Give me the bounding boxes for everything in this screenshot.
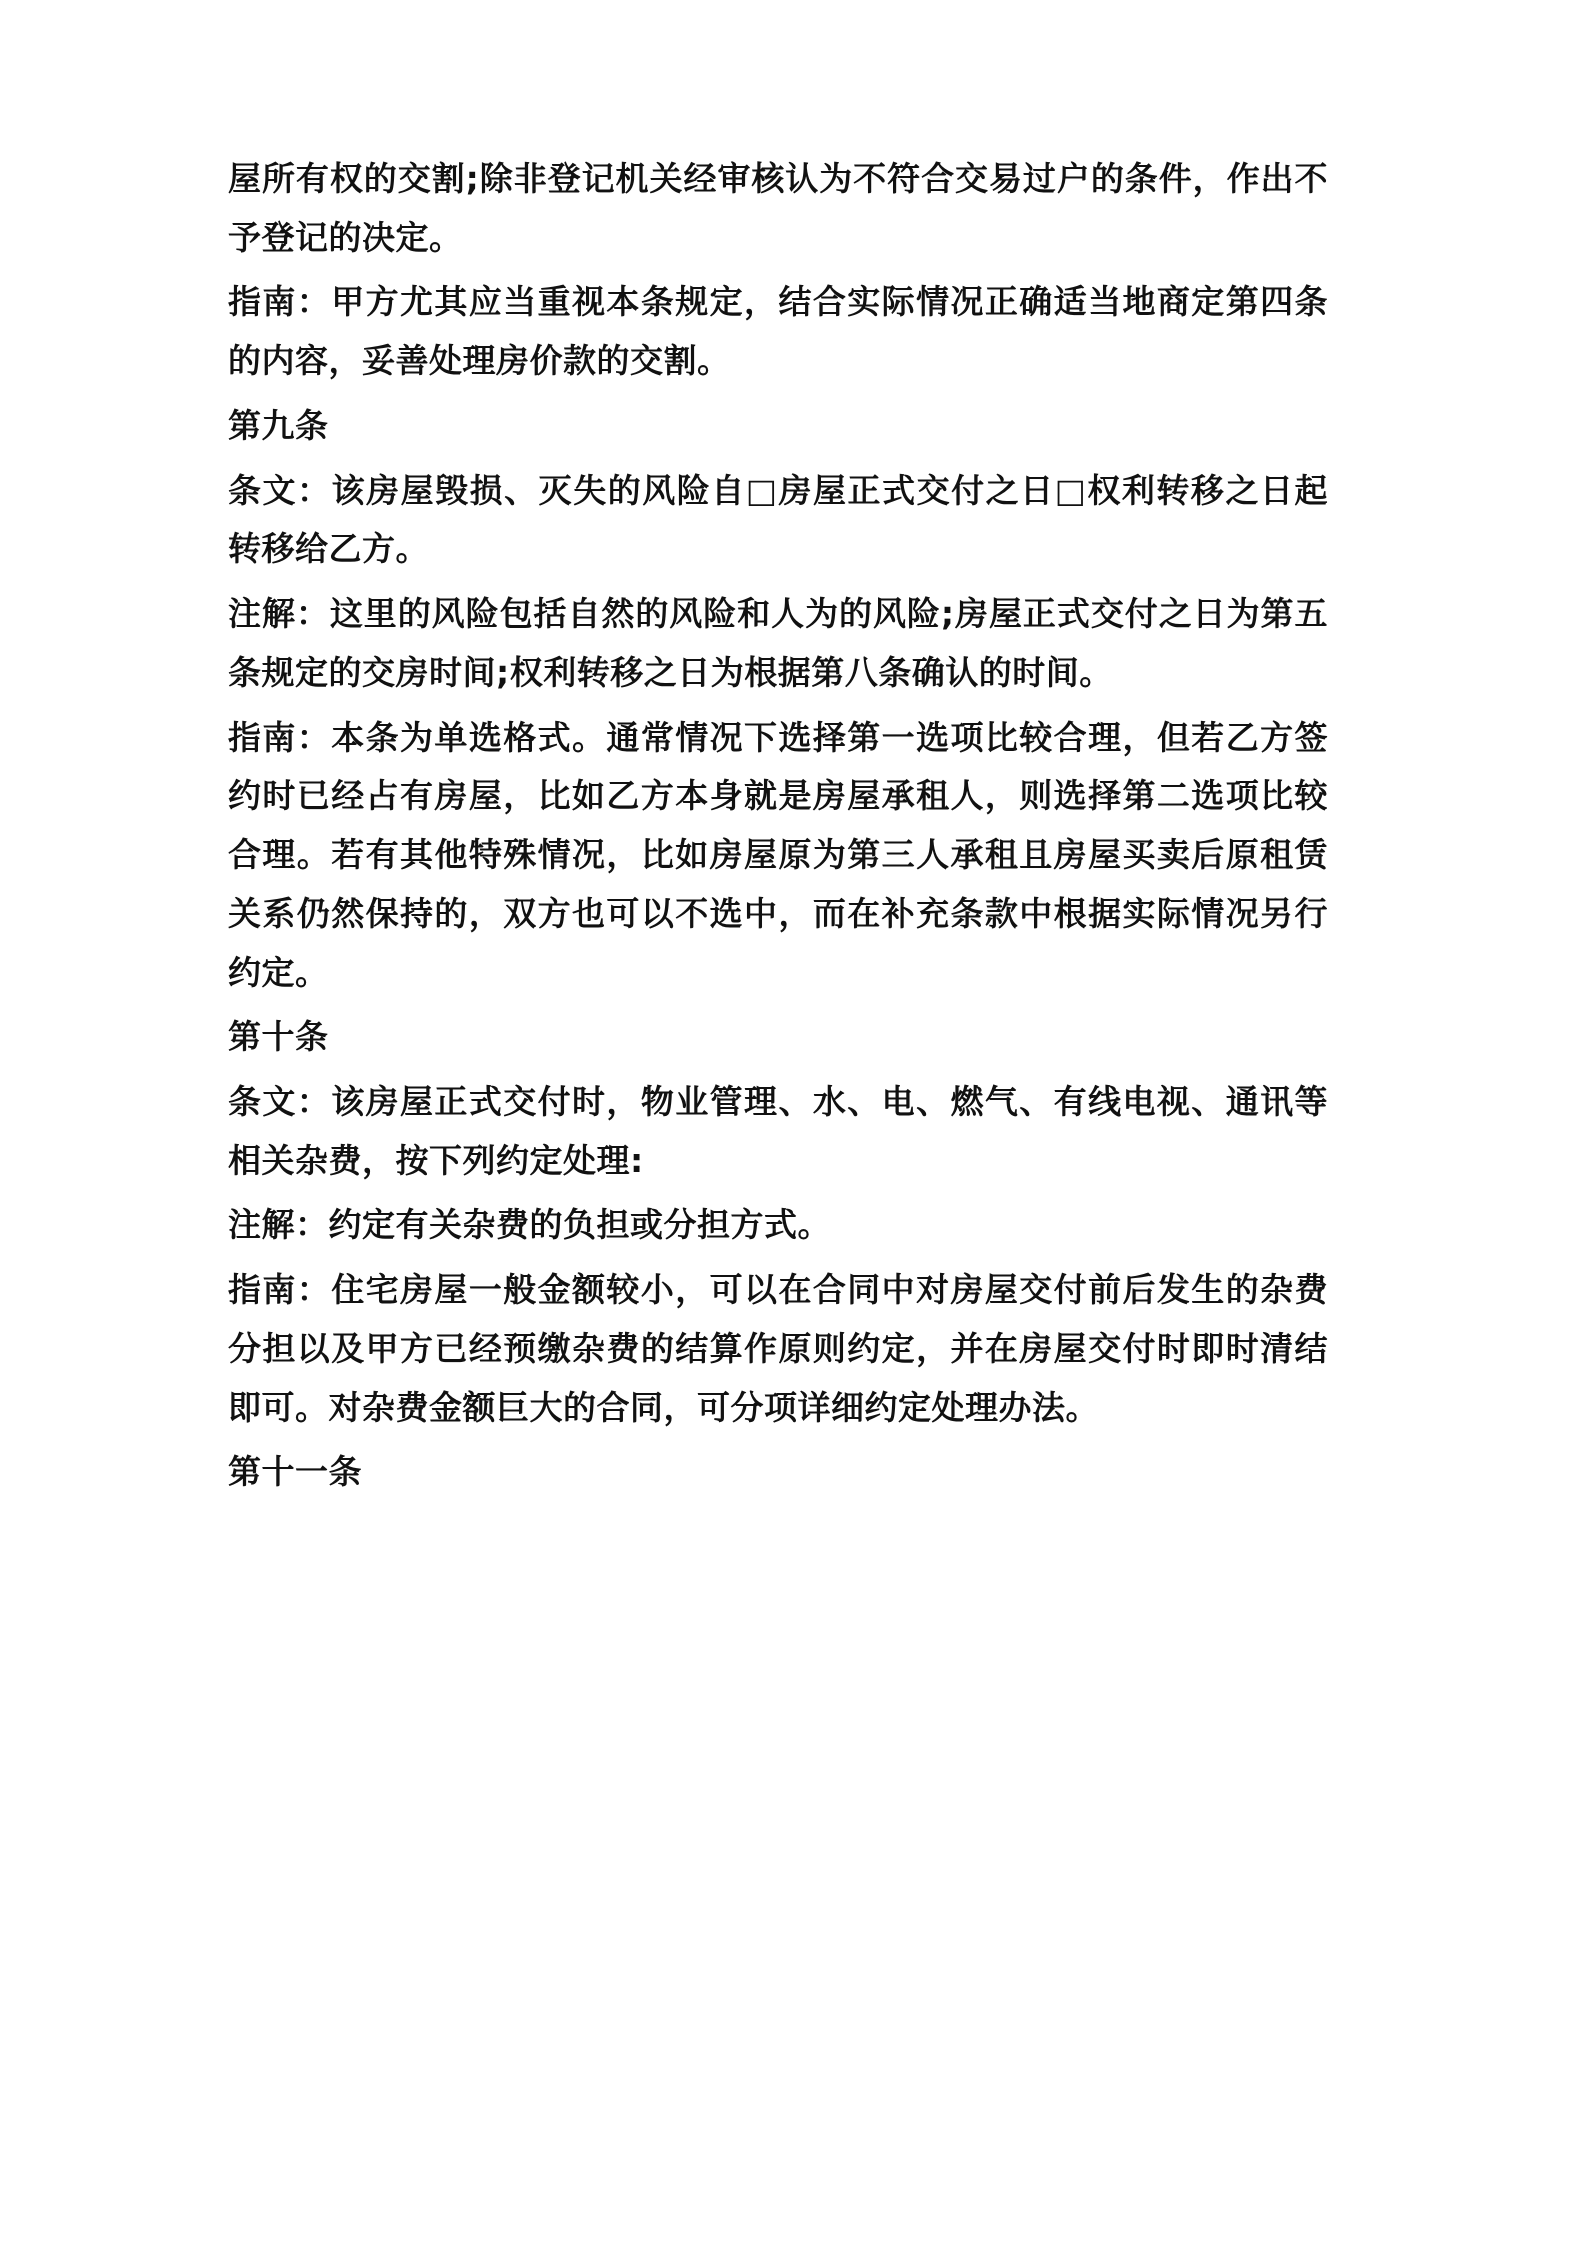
paragraph-article8-continued: 屋所有权的交割;除非登记机关经审核认为不符合交易过户的条件，作出不予登记的决定。	[228, 159, 1328, 257]
paragraph-article10-guide: 指南：住宅房屋一般金额较小，可以在合同中对房屋交付前后发生的杂费分担以及甲方已经预缴杂费的结算作原则约定，并在房屋交付时即时清结即可。对杂费金额巨大的合同，可分项详细约定处理办法。	[228, 1270, 1328, 1427]
heading-article-11: 第十一条	[228, 1452, 362, 1492]
paragraph-article10-clause: 条文：该房屋正式交付时，物业管理、水、电、燃气、有线电视、通讯等相关杂费，按下列约定处理:	[228, 1082, 1328, 1180]
paragraph-article9-guide: 指南：本条为单选格式。通常情况下选择第一选项比较合理，但若乙方签约时已经占有房屋，比如乙方本身就是房屋承租人，则选择第二选项比较合理。若有其他特殊情况，比如房屋原为第三人承租且房屋买卖后原租赁关系仍然保持的，双方也可以不选中，而在补充条款中根据实际情况另行约定。	[228, 717, 1328, 992]
heading-article-10: 第十条	[228, 1017, 329, 1057]
paragraph-article9-clause: 条文：该房屋毁损、灭失的风险自□房屋正式交付之日□权利转移之日起转移给乙方。	[228, 470, 1328, 569]
paragraph-article9-note: 注解：这里的风险包括自然的风险和人为的风险;房屋正式交付之日为第五条规定的交房时间;权利转移之日为根据第八条确认的时间。	[228, 594, 1328, 692]
document-body	[228, 150, 1328, 1502]
paragraph-article8-guide: 指南：甲方尤其应当重视本条规定，结合实际情况正确适当地商定第四条的内容，妥善处理房价款的交割。	[228, 282, 1328, 381]
heading-article-9: 第九条	[228, 405, 329, 445]
paragraph-article10-note: 注解：约定有关杂费的负担或分担方式。	[228, 1205, 831, 1245]
